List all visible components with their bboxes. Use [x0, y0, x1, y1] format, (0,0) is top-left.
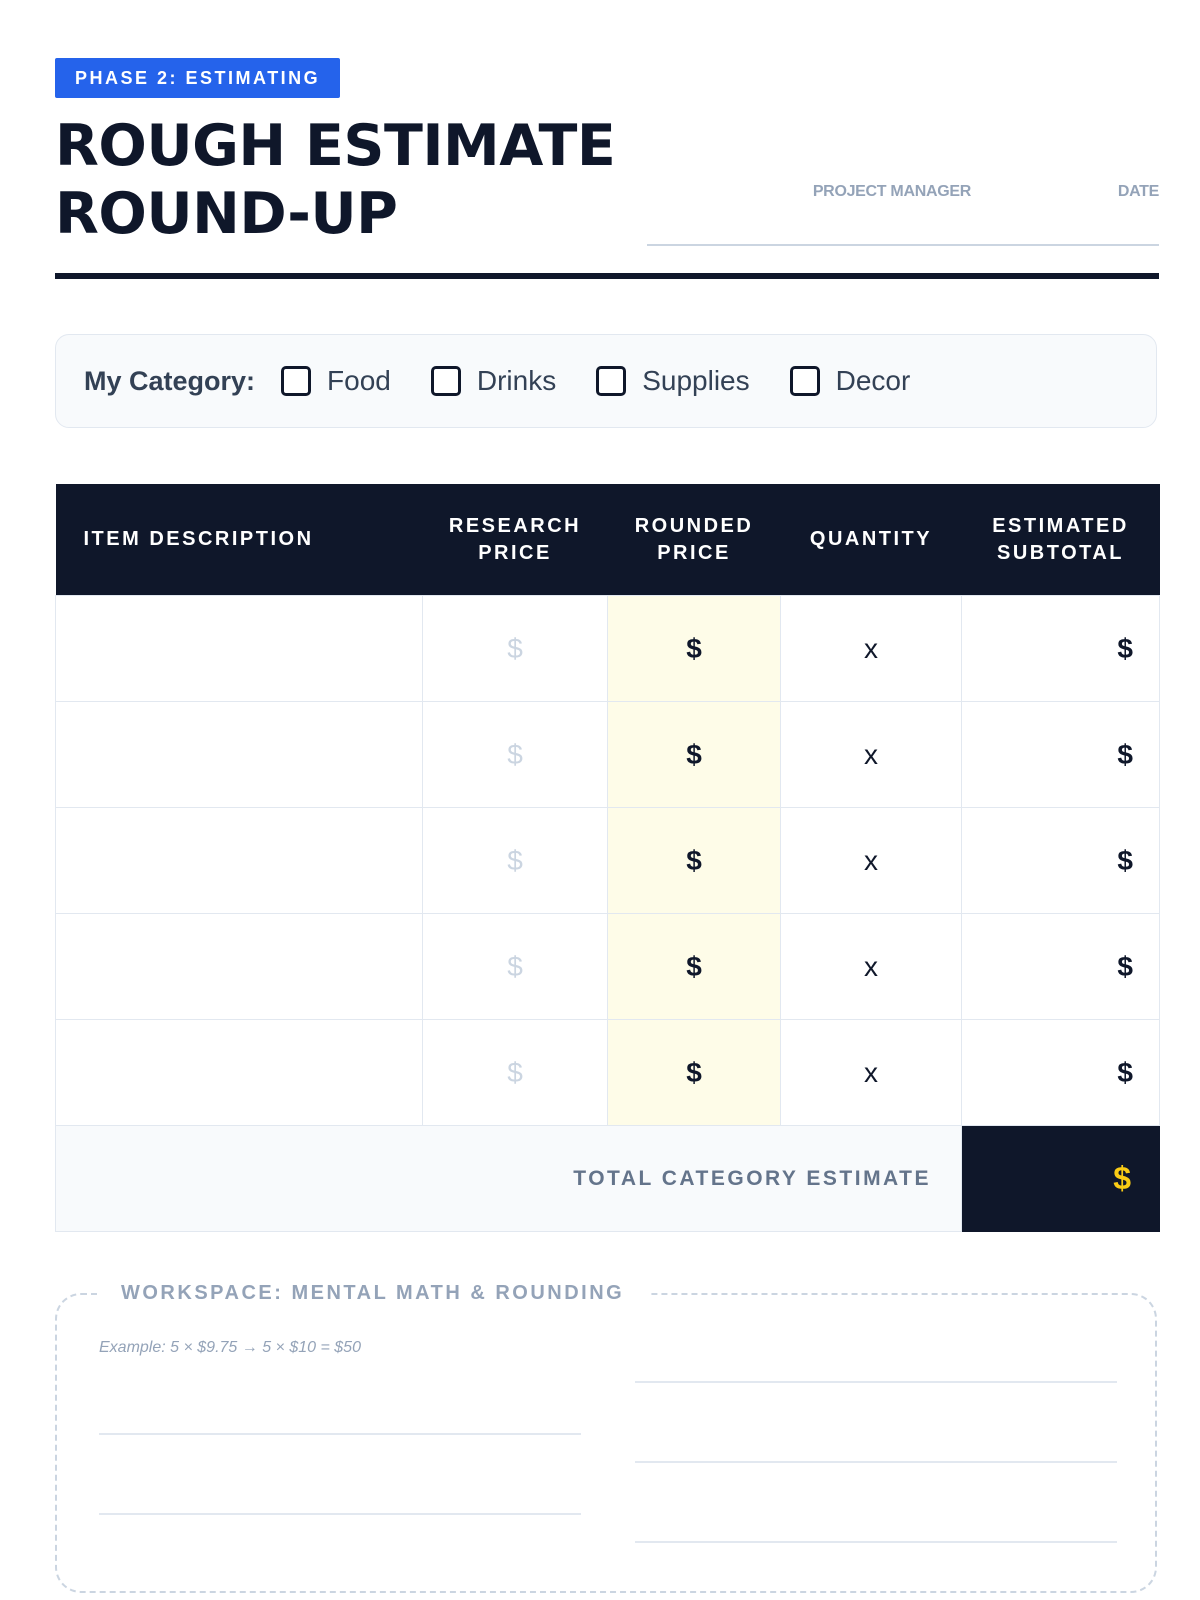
item-description-cell[interactable]	[56, 702, 423, 808]
category-label: My Category:	[84, 365, 256, 396]
research-price-cell[interactable]: $	[423, 1020, 608, 1126]
project-manager-label: PROJECT MANAGER	[812, 183, 971, 200]
total-category-estimate-label: TOTAL CATEGORY ESTIMATE	[56, 1126, 962, 1232]
subtotal-cell[interactable]: $	[962, 596, 1160, 702]
research-price-cell[interactable]: $	[423, 808, 608, 914]
table-row	[56, 914, 1160, 1020]
category-option-label: Supplies	[642, 365, 750, 396]
date-label: DATE	[1117, 183, 1159, 200]
checkbox-decor[interactable]	[790, 366, 820, 396]
category-option-drinks[interactable]	[431, 365, 556, 397]
subtotal-cell[interactable]: $	[962, 914, 1160, 1020]
category-option-label: Food	[327, 365, 391, 396]
workspace-box	[55, 1282, 1157, 1593]
subtotal-cell[interactable]: $	[962, 1020, 1160, 1126]
title-line-1: ROUGH ESTIMATE	[55, 113, 616, 179]
total-row	[56, 1126, 1160, 1232]
quantity-cell[interactable]: x	[781, 596, 962, 702]
workspace-line[interactable]	[635, 1461, 1117, 1463]
category-option-label: Decor	[835, 365, 911, 396]
header-text: ESTIMATED	[992, 514, 1129, 537]
workspace-line[interactable]	[635, 1541, 1117, 1543]
table-row	[56, 596, 1160, 702]
header-estimated-subtotal	[962, 484, 1160, 596]
header-rounded-price	[608, 484, 781, 596]
workspace-example: Example: 5 × $9.75 → 5 × $10 = $50	[99, 1339, 361, 1356]
checkbox-food[interactable]	[281, 366, 311, 396]
rounded-price-cell[interactable]: $	[608, 596, 781, 702]
header-divider	[55, 273, 1159, 279]
header-text: SUBTOTAL	[996, 541, 1125, 564]
rounded-price-cell[interactable]: $	[608, 808, 781, 914]
quantity-cell[interactable]: x	[781, 1020, 962, 1126]
page-title	[55, 112, 615, 248]
item-description-cell[interactable]	[56, 1020, 423, 1126]
rounded-price-cell[interactable]: $	[608, 1020, 781, 1126]
subtotal-cell[interactable]: $	[962, 808, 1160, 914]
quantity-cell[interactable]: x	[781, 808, 962, 914]
table-row	[56, 702, 1160, 808]
category-option-decor[interactable]	[790, 365, 911, 397]
category-option-food[interactable]	[281, 365, 391, 397]
quantity-cell[interactable]: x	[781, 702, 962, 808]
phase-badge: PHASE 2: ESTIMATING	[55, 58, 340, 98]
table-row	[56, 1020, 1160, 1126]
total-category-estimate-value[interactable]: $	[962, 1126, 1160, 1232]
research-price-cell[interactable]: $	[423, 914, 608, 1020]
subtotal-cell[interactable]: $	[962, 702, 1160, 808]
table-header-row	[56, 484, 1160, 596]
workspace-line[interactable]	[99, 1433, 581, 1435]
estimate-table	[55, 484, 1160, 1232]
rounded-price-cell[interactable]: $	[608, 702, 781, 808]
workspace-line[interactable]	[99, 1513, 581, 1515]
item-description-cell[interactable]	[56, 596, 423, 702]
header-research-price	[423, 484, 608, 596]
header-text: ROUNDED	[634, 514, 754, 537]
category-option-supplies[interactable]	[596, 365, 749, 397]
table-row	[56, 808, 1160, 914]
header-quantity: QUANTITY	[781, 484, 962, 596]
item-description-cell[interactable]	[56, 914, 423, 1020]
workspace-title: WORKSPACE: MENTAL MATH & ROUNDING	[97, 1275, 648, 1311]
checkbox-supplies[interactable]	[596, 366, 626, 396]
header-text: PRICE	[478, 541, 552, 564]
header-text: RESEARCH	[448, 514, 582, 537]
project-manager-field[interactable]	[647, 244, 971, 246]
category-selector	[55, 334, 1157, 428]
title-line-2: ROUND-UP	[55, 181, 398, 247]
research-price-cell[interactable]: $	[423, 596, 608, 702]
header-item-description: ITEM DESCRIPTION	[56, 484, 423, 596]
workspace-line[interactable]	[635, 1381, 1117, 1383]
date-field[interactable]	[943, 244, 1159, 246]
rounded-price-cell[interactable]: $	[608, 914, 781, 1020]
checkbox-drinks[interactable]	[431, 366, 461, 396]
item-description-cell[interactable]	[56, 808, 423, 914]
category-option-label: Drinks	[476, 365, 557, 396]
header-text: PRICE	[657, 541, 731, 564]
quantity-cell[interactable]: x	[781, 914, 962, 1020]
research-price-cell[interactable]: $	[423, 702, 608, 808]
